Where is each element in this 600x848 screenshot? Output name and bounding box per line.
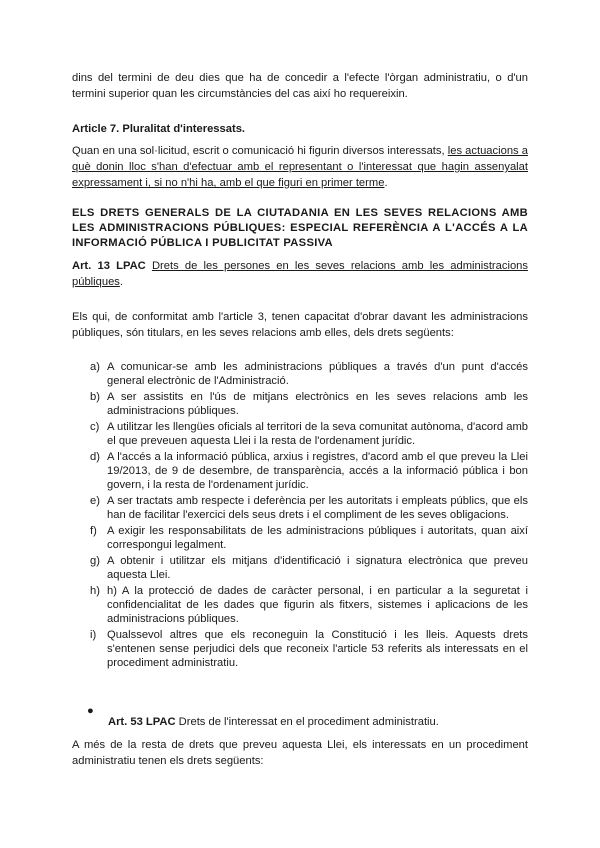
art-53-title: Drets de l'interessat en el procediment administratiu. [175,716,439,729]
article-7-title: Article 7. Pluralitat d'interessats. [72,123,246,135]
article-7-text-end: . [384,177,388,189]
rights-list [72,360,528,672]
section-heading: ELS DRETS GENERALS DE LA CIUTADANIA EN LES SEVES RELACIONS AMB LES ADMINISTRACIONS PÚBLIQUES: ESPECIAL REFERÈNCIA A L'ACCÉS A LA INFORMACIÓ PÚBLICA I PUBLICITAT PASSIVA [72,207,528,249]
list-item-marker: f) [90,525,97,537]
art-13-prefix: Art. 13 LPAC [72,260,152,272]
list-item [72,494,528,522]
list-item-marker: g) [90,555,100,567]
list-item-text: Qualssevol altres que els reconeguin la Constitució i les lleis. Aquests drets s'entenen sense perjudici dels que reconeix l'article 53 referits als interessats en el procediment administratiu. [107,629,528,669]
list-item [72,584,528,626]
article-7-text-underlined: les actuacions a què donin lloc s'han d'efectuar amb el representant o l'interessat que hagin assenyalat expressament i, si no n'hi ha, amb el que figuri en primer terme [72,145,528,189]
list-item [72,450,528,492]
list-item-text: A ser tractats amb respecte i deferència per les autoritats i empleats públics, que els han de facilitar l'exercici dels seus drets i el compliment de les seves obligacions. [107,495,528,521]
list-item [72,554,528,582]
art-13-end: . [119,276,124,288]
list-item-text: A comunicar-se amb les administracions públiques a través d'un punt d'accés general electrònic de l'Administració. [107,361,528,387]
article-7-paragraph [72,143,528,191]
list-item-marker: h) [90,585,100,597]
art-53-prefix: Art. 53 LPAC [108,716,176,729]
list-item-text: A l'accés a la informació pública, arxius i registres, d'acord amb el que preveu la Llei 19/2013, de 9 de desembre, de transparència, accés a la informació pública i bon govern, i la resta de l'ordenament jurídic. [107,451,528,491]
list-item [72,390,528,418]
list-item-marker: a) [90,361,100,373]
art-13-title: Drets de les persones en les seves relacions amb les administracions públiques [72,260,528,288]
art-13-intro: Els qui, de conformitat amb l'article 3, tenen capacitat d'obrar davant les administracions públiques, són titulars, en les seves relacions amb elles, dels drets següents: [72,311,528,339]
list-item [72,524,528,552]
list-item [72,360,528,388]
art-53-heading [108,714,528,730]
article-7-text-plain: Quan en una sol·licitud, escrit o comunicació hi figurin diversos interessats, [72,145,448,157]
list-item-marker: e) [90,495,100,507]
list-item-marker: c) [90,421,100,433]
art-13-heading [72,258,528,290]
list-item-marker: d) [90,451,100,463]
art-53-intro: A més de la resta de drets que preveu aquesta Llei, els interessats en un procediment administratiu tenen els drets següents: [72,739,528,767]
list-item-marker: i) [90,629,97,641]
list-item-marker: b) [90,391,100,403]
list-item-text: A utilitzar les llengües oficials al territori de la seva comunitat autònoma, d'acord amb el que preveuen aquesta Llei i la resta de l'ordenament jurídic. [107,421,528,447]
list-item-text: h) A la protecció de dades de caràcter personal, i en particular a la seguretat i confidencialitat de les dades que figurin als fitxers, sistemes i aplicacions de les administracions públiques. [107,585,528,625]
list-item-text: A ser assistits en l'ús de mitjans electrònics en les seves relacions amb les administracions públiques. [107,391,528,417]
bullet-icon: ● [87,705,94,717]
list-item-text: A exigir les responsabilitats de les administracions públiques i autoritats, quan així correspongui legalment. [107,525,528,551]
intro-paragraph: dins del termini de deu dies que ha de concedir a l'efecte l'òrgan administratiu, o d'un termini superior quan les circumstàncies del cas així ho requereixin. [72,72,528,100]
list-item-text: A obtenir i utilitzar els mitjans d'identificació i signatura electrònica que preveu aquesta Llei. [107,555,528,581]
list-item [72,420,528,448]
list-item [72,628,528,670]
